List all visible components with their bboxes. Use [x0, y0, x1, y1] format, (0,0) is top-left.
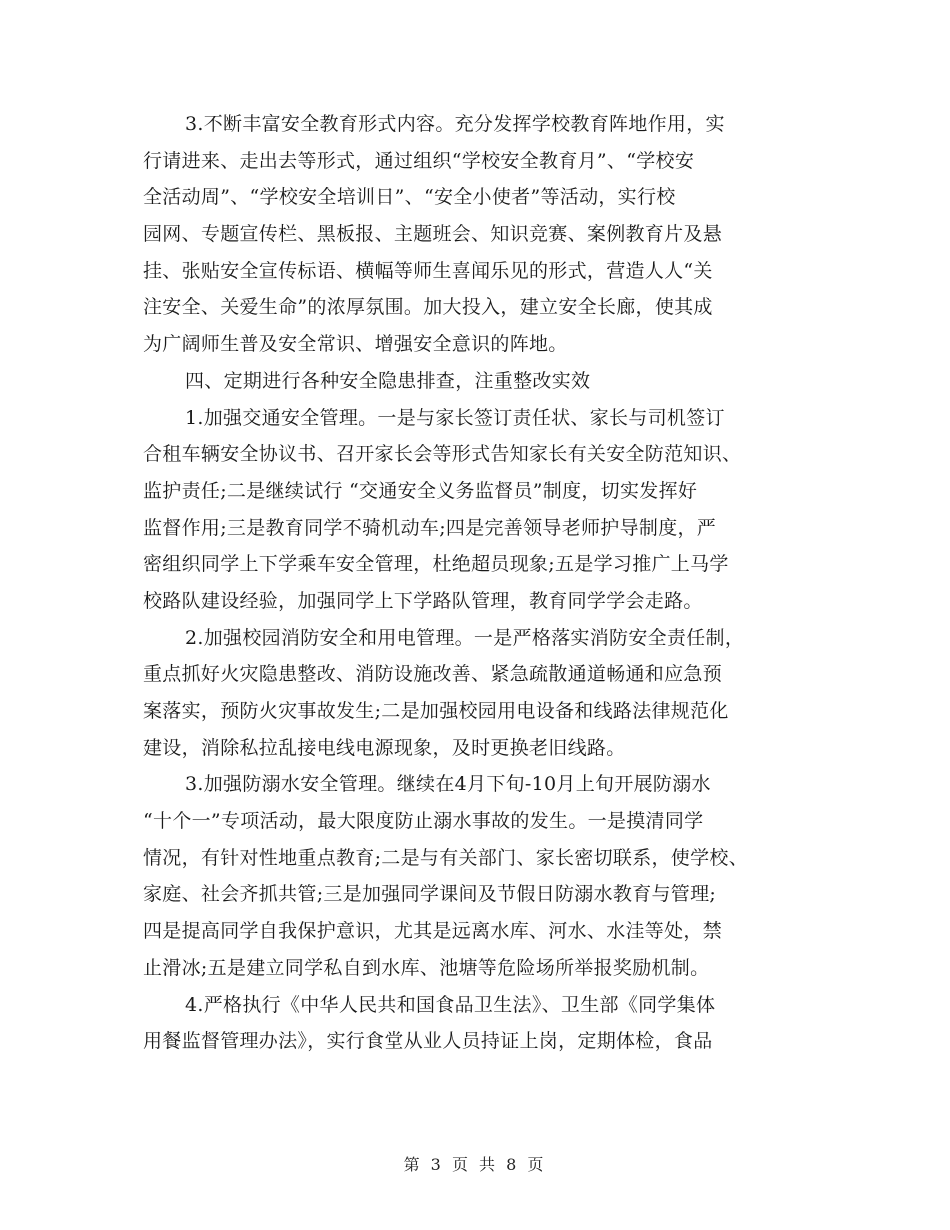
text-line: “十个一”专项活动，最大限度防止溺水事故的发生。一是摸清同学 [143, 810, 704, 833]
text-line: 4.严格执行《中华人民共和国食品卫生法》、卫生部《同学集体 [185, 993, 716, 1016]
text-line: 挂、张贴安全宣传标语、横幅等师生喜闻乐见的形式，营造人人“关 [143, 259, 713, 282]
text-line: 止滑冰;五是建立同学私自到水库、池塘等危险场所举报奖励机制。 [143, 956, 710, 979]
text-line: 1.加强交通安全管理。一是与家长签订责任状、家长与司机签订 [185, 406, 725, 429]
text-line: 建设，消除私拉乱接电线电源现象，及时更换老旧线路。 [143, 736, 626, 759]
text-line: 3.不断丰富安全教育形式内容。充分发挥学校教育阵地作用，实 [185, 113, 725, 135]
text-line: 园网、专题宣传栏、黑板报、主题班会、知识竞赛、案例教育片及悬 [143, 223, 723, 246]
text-line: 家庭、社会齐抓共管;三是加强同学课间及节假日防溺水教育与管理; [143, 883, 717, 906]
text-line: 行请进来、走出去等形式，通过组织“学校安全教育月”、“学校安 [143, 149, 695, 172]
text-line: 2.加强校园消防安全和用电管理。一是严格落实消防安全责任制， [185, 626, 745, 649]
text-line: 合租车辆安全协议书、召开家长会等形式告知家长有关安全防范知识、 [143, 443, 742, 466]
page-number-footer: 第 3 页 共 8 页 [403, 1155, 547, 1174]
text-line: 密组织同学上下学乘车安全管理，杜绝超员现象;五是学习推广上马学 [143, 553, 729, 576]
text-line: 注安全、关爱生命”的浓厚氛围。加大投入，建立安全长廊，使其成 [143, 296, 713, 319]
text-line: 案落实，预防火灾事故发生;二是加强校园用电设备和线路法律规范化 [143, 700, 729, 722]
text-line: 情况，有针对性地重点教育;二是与有关部门、家长密切联系，使学校、 [143, 846, 749, 869]
text-line: 四、定期进行各种安全隐患排查，注重整改实效 [185, 369, 591, 392]
text-line: 为广阔师生普及安全常识、增强安全意识的阵地。 [143, 333, 568, 356]
text-line: 用餐监督管理办法》，实行食堂从业人员持证上岗，定期体检，食品 [143, 1030, 713, 1053]
text-line: 监督作用;三是教育同学不骑机动车;四是完善领导老师护导制度，严 [143, 516, 717, 539]
text-line: 校路队建设经验，加强同学上下学路队管理，教育同学学会走路。 [143, 589, 703, 612]
text-line: 监护责任;二是继续试行 “交通安全义务监督员”制度，切实发挥好 [143, 479, 698, 502]
text-line: 四是提高同学自我保护意识，尤其是远离水库、河水、水洼等处，禁 [143, 920, 723, 943]
text-line: 全活动周”、“学校安全培训日”、“安全小使者”等活动，实行校 [143, 186, 676, 209]
document-body [143, 106, 823, 1060]
text-line: 3.加强防溺水安全管理。继续在4月下旬-10月上旬开展防溺水 [185, 773, 711, 796]
text-line: 重点抓好火灾隐患整改、消防设施改善、紧急疏散通道畅通和应急预 [143, 663, 723, 686]
